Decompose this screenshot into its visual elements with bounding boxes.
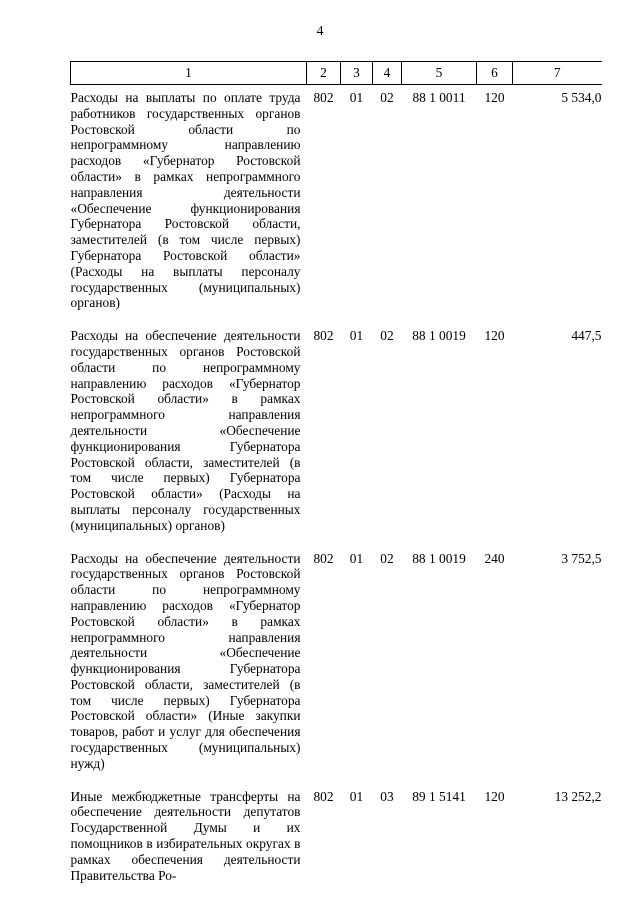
cell-target-article: 89 1 5141	[412, 788, 466, 804]
cell-target-article: 88 1 0011	[412, 90, 466, 105]
cell-expense-type: 120	[484, 90, 505, 105]
cell-ministry-code: 802	[313, 328, 334, 344]
column-header-7: 7	[513, 62, 602, 85]
cell-subsection: 03	[380, 788, 394, 804]
cell-subsection: 02	[380, 328, 394, 344]
table-row	[71, 323, 602, 545]
cell-amount: 447,5	[571, 328, 602, 344]
cell-section: 01	[349, 550, 364, 566]
column-header-3: 3	[341, 62, 373, 85]
table-row	[71, 784, 602, 884]
column-header-6: 6	[477, 62, 513, 85]
cell-expense-type: 120	[484, 328, 505, 344]
budget-table	[70, 61, 602, 883]
row-description: Расходы на обеспечение деятельности государственных органов Ростовской области по непрограммному направлению расходов «Губернатор Ростовской области» в рамках непрограммного направления деятельности «Обеспечение функционирования Губернатора Ростовской области, заместителей (в том числе первых) Губернатора Ростовской области» (Расходы на выплаты персоналу государственных (муниципальных) органов)	[70, 328, 301, 533]
row-description: Расходы на выплаты по оплате труда работников государственных органов Ростовской области по непрограммному направлению расходов «Губернатор Ростовской области» в рамках непрограммного направления деятельности «Обеспечение функционирования Губернатора Ростовской области, заместителей (в том числе первых) Губернатора Ростовской области» (Расходы на выплаты персоналу государственных (муниципальных) органов)	[70, 90, 301, 311]
cell-target-article: 88 1 0019	[412, 550, 466, 566]
cell-amount: 3 752,5	[561, 550, 602, 566]
cell-ministry-code: 802	[313, 90, 334, 105]
cell-expense-type: 240	[484, 550, 505, 566]
cell-expense-type: 120	[484, 788, 505, 804]
cell-amount: 5 534,0	[561, 90, 602, 105]
page-number: 4	[316, 24, 324, 39]
table-row	[71, 85, 602, 324]
header-row	[71, 62, 602, 85]
cell-section: 01	[349, 328, 364, 344]
cell-ministry-code: 802	[313, 550, 334, 566]
cell-section: 01	[349, 90, 364, 105]
column-header-2: 2	[307, 62, 341, 85]
row-description: Иные межбюджетные трансферты на обеспечение деятельности депутатов Государственной Думы и их помощников в избирательных округах в рамках обеспечения деятельности Правительства Ро-	[70, 788, 301, 883]
row-description: Расходы на обеспечение деятельности государственных органов Ростовской области по непрограммному направлению расходов «Губернатор Ростовской области» в рамках непрограммного направления деятельности «Обеспечение функционирования Губернатора Ростовской области, заместителей (в том числе первых) Губернатора Ростовской области» (Иные закупки товаров, работ и услуг для обеспечения государственных (муниципальных) нужд)	[70, 550, 301, 771]
cell-amount: 13 252,2	[554, 788, 602, 804]
column-header-4: 4	[373, 62, 402, 85]
cell-subsection: 02	[380, 90, 394, 105]
cell-section: 01	[349, 788, 364, 804]
column-header-1: 1	[71, 62, 307, 85]
column-header-5: 5	[402, 62, 477, 85]
cell-target-article: 88 1 0019	[412, 328, 466, 344]
cell-subsection: 02	[380, 550, 394, 566]
cell-ministry-code: 802	[313, 788, 334, 804]
table-row	[71, 546, 602, 784]
